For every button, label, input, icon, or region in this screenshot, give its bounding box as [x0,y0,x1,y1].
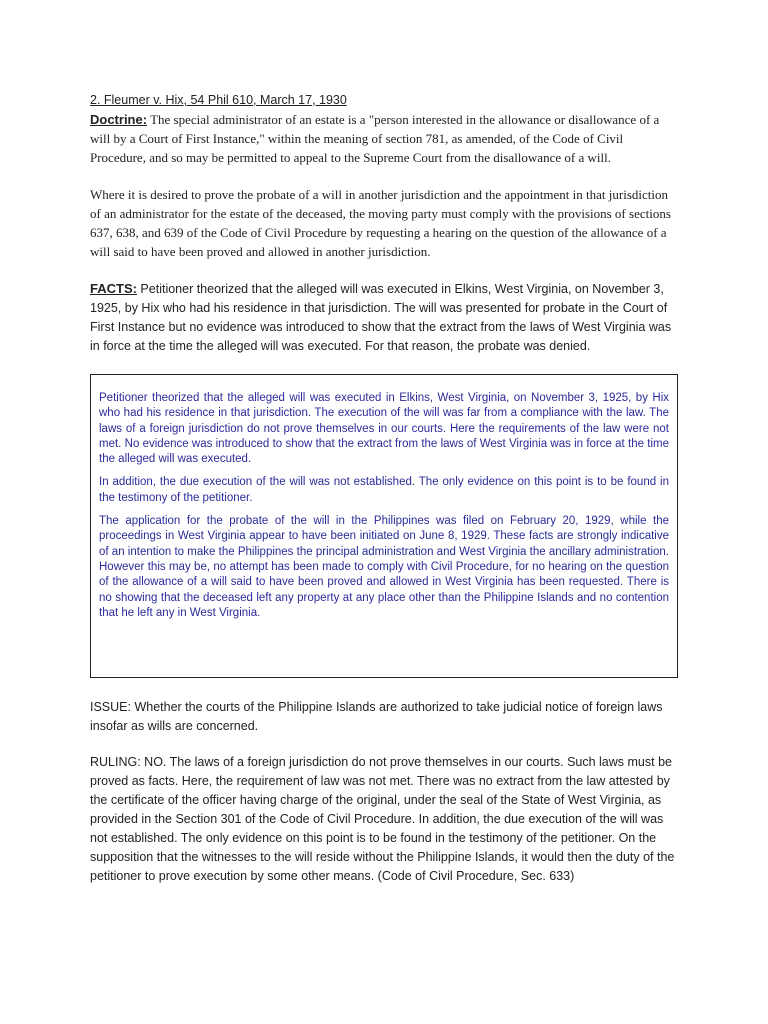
facts-label: FACTS: [90,281,137,296]
facts-paragraph [90,279,678,356]
doctrine-text: The special administrator of an estate is a "person interested in the allowance or disallowance of a will by a Court of First Instance," within the meaning of section 781, as amended, of the Code of Civil Procedure, and so may be permitted to appeal to the Supreme Court from the disallowance of a will. [90,112,660,165]
excerpt-paragraph-2: In addition, the due execution of the will was not established. The only evidence on this point is to be found in the testimony of the petitioner. [99,476,669,504]
doctrine-paragraph-2: Where it is desired to prove the probate of a will in another jurisdiction and the appointment in that jurisdiction of an administrator for the estate of the deceased, the moving party must comply with the provisions of sections 637, 638, and 639 of the Code of Civil Procedure by requesting a hearing on the question of the allowance of a will said to have been proved and allowed in another jurisdiction. [90,187,671,259]
doctrine-label: Doctrine: [90,112,148,127]
doctrine-paragraph [90,110,678,167]
excerpt-paragraph-3: The application for the probate of the will in the Philippines was filed on February 20, 1929, while the proceedings in West Virginia appear to have been initiated on June 8, 1929. These facts are strongly indicative of an intention to make the Philippines the principal administration and West Virginia the ancillary administration. However this may be, no attempt has been made to comply with Civil Procedure, for no hearing on the question of the allowance of a will said to have been proved and allowed in West Virginia has been requested. There is no showing that the deceased left any property at any place other than the Philippine Islands and no contention that he left any in West Virginia. [99,515,669,619]
excerpt-paragraph-1: Petitioner theorized that the alleged will was executed in Elkins, West Virginia, on November 3, 1925, by Hix who had his residence in that jurisdiction. The execution of the will was far from a compliance with the law. The laws of a foreign jurisdiction do not prove themselves in our courts. Here the requirements of the law were not met. No evidence was introduced to show that the extract from the laws of West Virginia was in force at the time the alleged will was executed. [99,392,669,466]
issue-paragraph: ISSUE: Whether the courts of the Philippine Islands are authorized to take judicial notice of foreign laws insofar as wills are concerned. [90,700,663,733]
facts-text: Petitioner theorized that the alleged will was executed in Elkins, West Virginia, on November 3, 1925, by Hix who had his residence in that jurisdiction. The will was presented for probate in the Court of First Instance but no evidence was introduced to show that the extract from the laws of West Virginia was in force at the time the alleged will was executed. For that reason, the probate was denied. [90,282,672,353]
decision-excerpt-box [90,374,678,678]
ruling-paragraph: RULING: NO. The laws of a foreign jurisdiction do not prove themselves in our courts. Such laws must be proved as facts. Here, the requirement of law was not met. There was no extract from the law attested by the certificate of the officer having charge of the original, under the seal of the State of West Virginia, as provided in the Section 301 of the Code of Civil Procedure. In addition, the due execution of the will was not established. The only evidence on this point is to be found in the testimony of the petitioner. On the supposition that the witnesses to the will reside without the Philippine Islands, it would then the duty of the petitioner to prove execution by some other means. (Code of Civil Procedure, Sec. 633) [90,755,675,883]
document-page [90,92,678,886]
case-title: 2. Fleumer v. Hix, 54 Phil 610, March 17, 1930 [90,93,347,107]
